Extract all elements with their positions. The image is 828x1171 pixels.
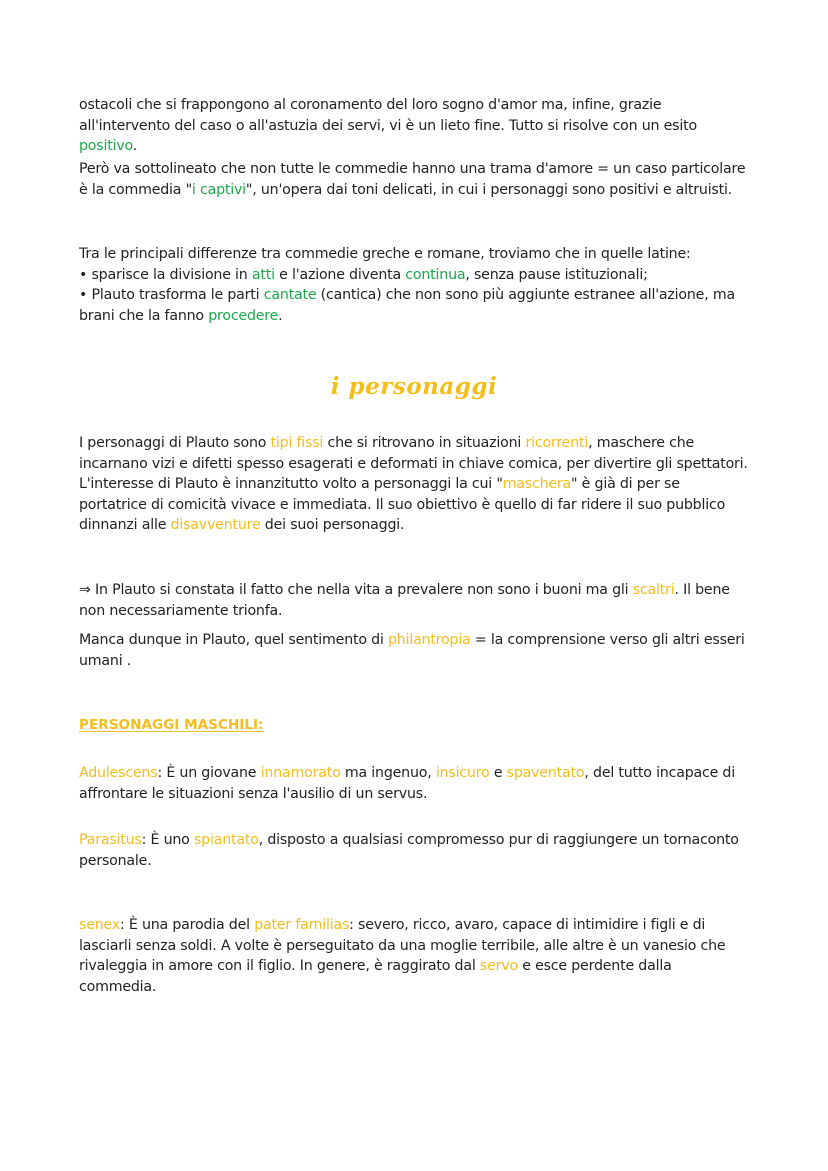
highlight-yellow: maschera	[502, 476, 572, 492]
text: , disposto a qualsiasi compromesso pur di raggiungere un tornaconto personale.	[79, 832, 739, 869]
entry-parasitus	[79, 830, 751, 871]
text: ", un'opera dai toni delicati, in cui i personaggi sono positivi e altruisti.	[245, 181, 733, 198]
text: ostacoli che si frappongono al coronamento del loro sogno d'amor ma, infine, grazie all'intervento del caso o all'astuzia dei servi, vi è un lieto fine. Tutto si risolve con un esito	[79, 97, 697, 134]
paragraph-differences	[79, 244, 751, 326]
bullet-text: (cantica) che non sono più aggiunte estranee all'azione, ma brani che la fanno	[79, 287, 735, 324]
highlight-yellow: philantropia	[388, 632, 471, 648]
highlight-yellow: pater familias	[254, 917, 350, 933]
bullet-text: • Plauto trasforma le parti	[79, 287, 264, 303]
highlight-green: i captivi	[191, 181, 246, 198]
text: che si ritrovano in situazioni	[323, 435, 526, 451]
paragraph-scaltri	[79, 580, 751, 621]
highlight-green: continua	[405, 266, 466, 283]
paragraph-love-plot	[79, 95, 751, 157]
text: e esce perdente dalla commedia.	[79, 958, 672, 995]
text: ⇒ In Plauto si constata il fatto che nella vita a prevalere non sono i buoni ma gli	[79, 582, 633, 598]
text: e	[489, 765, 507, 781]
text: : È un giovane	[157, 765, 261, 781]
highlight-green: cantate	[263, 287, 317, 303]
heading-personaggi: i personaggi	[330, 373, 498, 400]
text: .	[132, 138, 138, 154]
section-heading-male-characters: PERSONAGGI MASCHILI:	[79, 717, 264, 733]
text: : È uno	[141, 832, 194, 848]
entry-adulescens	[79, 763, 751, 804]
highlight-green: atti	[251, 266, 275, 283]
text: : È una parodia del	[120, 917, 255, 933]
highlight-yellow: tipi fissi	[270, 435, 324, 451]
text: Tra le principali differenze tra commedie greche e romane, troviamo che in quelle latine:	[79, 246, 691, 262]
highlight-yellow: disavventure	[170, 517, 261, 533]
bullet-text: , senza pause istituzionali;	[465, 266, 648, 283]
highlight-yellow: innamorato	[260, 765, 341, 781]
text: = la comprensione verso gli altri esseri umani .	[79, 632, 745, 669]
bullet-text: .	[278, 307, 283, 324]
bullet-text: • sparisce la divisione in	[79, 266, 252, 283]
highlight-yellow: spiantato	[193, 832, 259, 848]
text: I personaggi di Plauto sono	[79, 435, 271, 451]
highlight-yellow: spaventato	[506, 765, 585, 781]
highlight-yellow: insicuro	[435, 765, 490, 781]
text: , del tutto incapace di affrontare le situazioni senza l'ausilio di un servus.	[79, 765, 735, 802]
paragraph-philantropia	[79, 630, 751, 671]
term-highlight: Adulescens	[79, 765, 158, 781]
text: " è già di per se portatrice di comicità vivace e immediata. Il suo obiettivo è quello di far ridere il suo pubblico dinnanzi alle	[79, 476, 726, 533]
term-highlight: senex	[79, 917, 120, 933]
paragraph-captivi	[79, 159, 751, 200]
highlight-yellow: scaltri	[632, 582, 675, 598]
text: ma ingenuo,	[340, 765, 436, 781]
text: : severo, ricco, avaro, capace di intimidire i figli e di lasciarli senza soldi. A volte è perseguitato da una moglie terribile, alle altre è un vanesio che rivaleggia in amore con il figlio. In genere, è raggirato dal	[79, 917, 726, 974]
highlight-yellow: ricorrenti	[525, 435, 589, 451]
text: , maschere che incarnano vizi e difetti spesso esagerati e deformati in chiave comica, per divertire gli spettatori. L'interesse di Plauto è innanzitutto volto a personaggi la cui "	[79, 435, 748, 492]
text: dei suoi personaggi.	[260, 517, 405, 533]
highlight-green: positivo	[79, 138, 133, 154]
paragraph-tipi-fissi	[79, 433, 751, 536]
term-highlight: Parasitus	[79, 832, 142, 848]
text: Manca dunque in Plauto, quel sentimento di	[79, 632, 388, 648]
highlight-green: procedere	[208, 307, 279, 324]
bullet-text: e l'azione diventa	[274, 266, 406, 283]
highlight-yellow: servo	[479, 958, 518, 974]
entry-senex	[79, 915, 751, 997]
text: Però va sottolineato che non tutte le commedie hanno una trama d'amore = un caso particolare è la commedia "	[79, 161, 746, 198]
text: . Il bene non necessariamente trionfa.	[79, 582, 730, 619]
